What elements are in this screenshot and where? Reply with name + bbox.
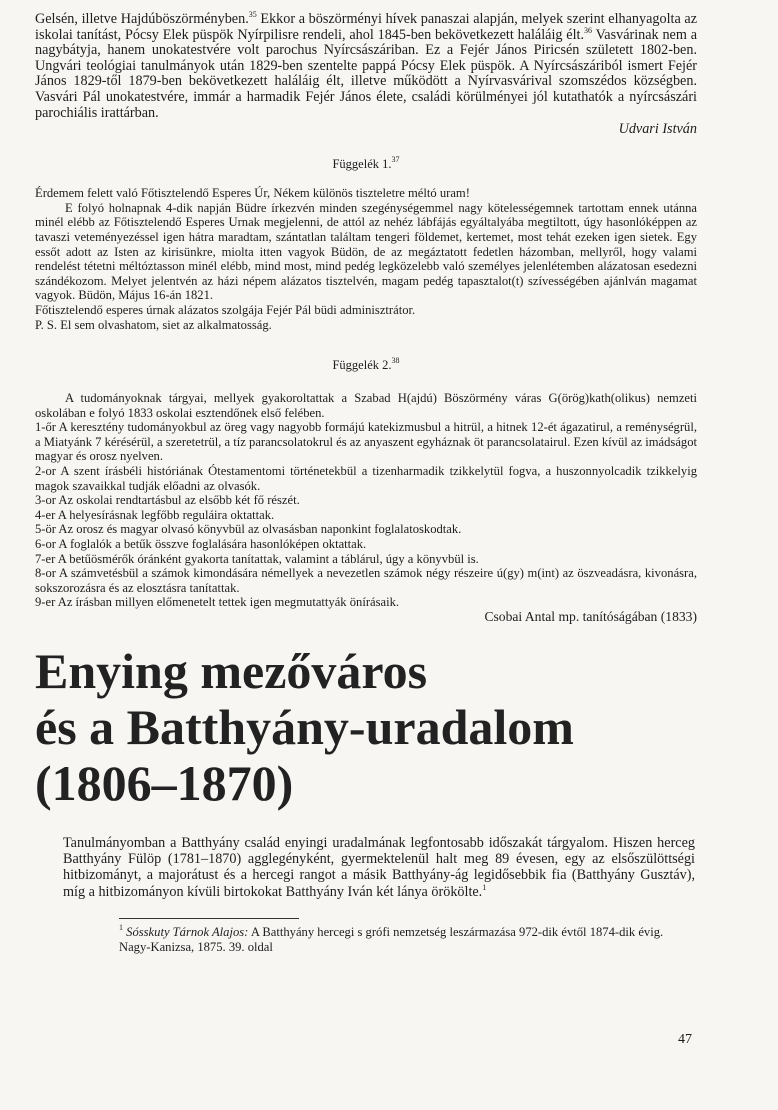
author-signature: Udvari István [618,121,697,138]
appendix2-item-3: 3-or Az oskolai rendtartásbul az elsőbb két fő részét. [35,493,300,508]
appendix1-ps: P. S. El sem olvashatom, siet az alkalmatosság. [35,317,272,332]
appendix2-item-2: 2-or A szent írásbéli históriának Ótestamentomi történetekbül a tizenharmadik tzikkelytül fogva, a huszonnyolcadik tzikkelyig magok szavaikkal tudják előadni az olvasók. [35,464,697,493]
chapter-intro [63,835,695,901]
appendix2-intro: A tudományoknak tárgyai, mellyek gyakoroltattak a Szabad H(ajdú) Böszörmény váras G(örög)kath(olikus) nemzeti oskolában e folyó 1833 oskolai esztendőnek első felében. [35,391,697,420]
appendix2-title-text: Függelék 2. [332,358,392,373]
appendix1-title [35,157,697,172]
appendix1-greeting: Érdemem felett való Főtisztelendő Esperes Úr, Nékem különös tiszteletre méltó uram! [35,186,470,201]
chapter-intro-text: Tanulmányomban a Batthyány család enyingi uradalmának legfontosabb időszakát tárgyalom. Hiszen herceg Batthyány Fülöp (1781–1870) agglegényként, gyermektelenül halt meg 89 évesen, egy az elsőszülöttségi hitbizományt, a majorátust és a hercegi rangot a másik Batthyány-ág legidősebbik fia (Batthyány Gusztáv), míg a hitbizományon kívüli birtokokat Batthyány Iván két lánya örökölte. [63,834,695,900]
chapter-title-line-1: Enying mezőváros [35,642,428,699]
appendix2-item-9: 9-er Az írásban millyen előmenetelt tettek igen megmutattyák önírásaik. [35,595,400,610]
footnote-ref-38: 38 [391,356,400,366]
chapter-title [35,643,697,811]
appendix2-signature: Csobai Antal mp. tanítóságában (1833) [484,609,697,624]
chapter-title-line-2: és a Batthyány-uradalom [35,698,574,755]
appendix1-body: E folyó holnapnak 4-dik napján Büdre írkezvén minden szegénységemmel nagy kötelességemnek tartottam ennek utánna minél elébb az Főtisztelendő Esperes Urnak megjelenni, de attól az nehéz lábfájás egyáltalyába megtiltott, úgy hasonlóképpen az tavaszi veteményezéssel igen hátra maradtam, szántatlan találtam tengeri földemet, kertemet, most tehát ezeken igen sietek. Egy essőt adott az Isten az kirisünkre, miolta itten vagyok Büdön, de az megáztatott fedetlen házomban, mellyről, hogy valami rendelést tétetni méltóztasson minél elébb, mind most, mind pedég legközelebb való személyes jelenlétemben alázatosan esedezni szándékozom. Melyet jelentvén az házi népem alázatos tisztelvén, magam pedég tapasztalot(t) szívességében ajánlván magamat vagyok. Büdön, Május 16-án 1821. [35,200,697,303]
chapter-title-line-3: (1806–1870) [35,754,294,811]
appendix2-item-6: 6-or A foglalók a betűk összve foglalására hasonlóképen oktattak. [35,537,367,552]
footnote-ref-36: 36 [584,25,593,35]
page [35,12,697,955]
footnote-text: A Batthyány hercegi s grófi nemzetség leszármazása 972-dik évtől 1874-dik évig. Nagy-Kanizsa, 1875. 39. oldal [119,925,664,955]
appendix1-title-text: Függelék 1. [332,157,392,172]
top-paragraph [35,12,697,121]
top-paragraph-text-2: Ekkor a böszörményi hívek panaszai alapján, melyek szerint elhanyagolta az iskolai tanítást, Pócsy Elek püspök Nyírpilisre rendeli, ahol 1845-ben bekövetkezett haláláig élt. [35,11,697,43]
appendix2-item-5: 5-ör Az orosz és magyar olvasó könyvbül az olvasásban naponkint foglalatoskodtak. [35,522,462,537]
appendix1-closing: Főtisztelendő esperes úrnak alázatos szolgája Fejér Pál büdi adminisztrátor. [35,302,416,317]
appendix2-title [35,358,697,373]
appendix2-item-8: 8-or A számvetésbül a számok kimondására némellyek a nevezetlen számok négy részeire ú(gy) m(int) az öszveadásra, kivonásra, sokszorozásra és az elosztásra tanítattak. [35,566,697,595]
footnote-ref-35: 35 [248,10,257,19]
appendix2-item-1: 1-őr A keresztény tudományokbul az öreg vagy nagyobb formájú katekizmusbul a hitrül, a hitnek 12-ét ágazatirul, a reménységrül, a Miatyánk 7 kérésérül, a szeretetrül, a tíz parancsolatokrul és az anyaszent egyháznak öt parancsolatairul. Ezen kívül az imádságot magyar és orosz nyelven. [35,420,697,464]
top-paragraph-text-3: Vasvárinak nem a nagybátyja, hanem unokatestvére volt parochus Nyírcsászáriban. Ez a Fejér János Piricsén született 1802-ben. Ungvári teológiai tanulmányok után 1829-ben szentelte pappá Pócsy Elek püspök. A Nyírcsászáriból ismert Fejér János 1829-től 1879-ben bekövetkezett haláláig élt, illetve működött a Nyírvasvárival szomszédos községben. Vasvári Pál unokatestvére, immár a harmadik Fejér János élete, családi körülményei jól kutathatók a nyírcsászári parochiális irattárban. [35,26,697,121]
appendix2-item-7: 7-er A betűösmérők óránként gyakorta tanítattak, valamint a táblárul, úgy a könyvbül is. [35,551,479,566]
appendix2-item-4: 4-er A helyesírásnak legfőbb reguláira oktattak. [35,507,275,522]
footnote-ref-1: 1 [482,882,487,892]
footnote-author: Sósskuty Tárnok Alajos: [126,925,249,940]
footnote-divider [119,918,299,919]
page-number: 47 [678,1032,692,1047]
top-paragraph-text: Gelsén, illetve Hajdúböszörményben. [35,11,249,27]
footnote-1 [119,925,695,955]
footnote-ref-37: 37 [391,155,400,165]
footnote-number: 1 [119,923,123,933]
